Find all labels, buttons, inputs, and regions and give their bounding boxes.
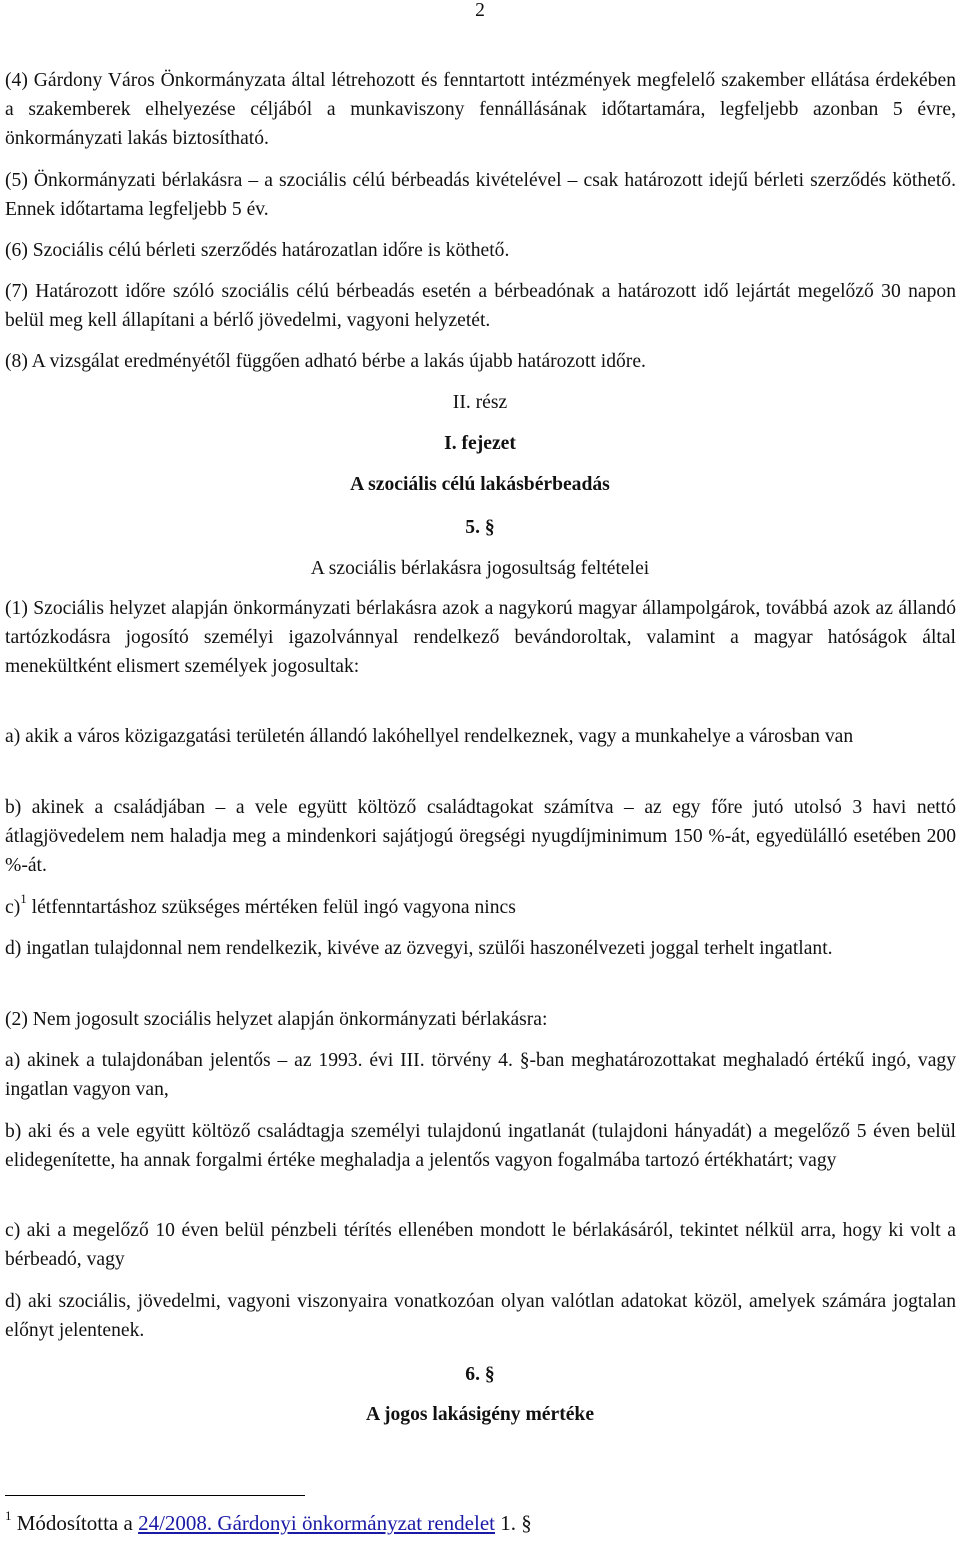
section-5-item-1c xyxy=(5,893,956,922)
section-5-heading: 5. § xyxy=(465,517,495,538)
section-5-title: A szociális bérlakásra jogosultság feltételei xyxy=(310,558,650,579)
section-5-item-1d: d) ingatlan tulajdonnal nem rendelkezik, kivéve az özvegyi, szülői haszonélvezeti joggal terhelt ingatlant. xyxy=(5,938,833,959)
section-5-paragraph-2: (2) Nem jogosult szociális helyzet alapján önkormányzati bérlakásra: xyxy=(5,1009,548,1030)
footnote-text-after: 1. § xyxy=(494,1511,532,1535)
part-heading: II. rész xyxy=(452,392,508,413)
section-5-item-2b: b) aki és a vele együtt költöző családtagja személyi tulajdonú ingatlanát (tulajdoni hányadát) a megelőző 5 éven belül elidegenítette, ha annak forgalmi értéke meghaladja a jelentős vagyon fogalmába tartozó értékhatárt; vagy xyxy=(5,1121,956,1171)
paragraph-6: (6) Szociális célú bérleti szerződés határozatlan időre is köthető. xyxy=(5,240,510,261)
footnote-number: 1 xyxy=(5,1508,12,1523)
section-5-item-2c: c) aki a megelőző 10 éven belül pénzbeli térítés ellenében mondott le bérlakásáról, tekintet nélkül arra, hogy ki volt a bérbeadó, vagy xyxy=(5,1220,956,1270)
paragraph-7: (7) Határozott időre szóló szociális célú bérbeadás esetén a bérbeadónak a határozott idő lejártát megelőző 30 napon belül meg kell állapítani a bérlő jövedelmi, vagyoni helyzetét. xyxy=(5,281,956,331)
section-5-paragraph-1: (1) Szociális helyzet alapján önkormányzati bérlakásra azok a nagykorú magyar állampolgárok, továbbá azok az állandó tartózkodásra jogosító személyi igazolvánnyal rendelkező bevándoroltak, valamint a magyar hatóságok által menekültként elismert személyek jogosultak: xyxy=(5,598,956,677)
chapter-heading: I. fejezet xyxy=(444,433,516,454)
section-6-title: A jogos lakásigény mértéke xyxy=(365,1404,595,1425)
footnote-text-before: Módosította a xyxy=(11,1511,139,1535)
section-5-item-2d: d) aki szociális, jövedelmi, vagyoni viszonyaira vonatkozóan olyan valótlan adatokat közöl, amelyek számára jogtalan előnyt jelentenek. xyxy=(5,1291,956,1341)
paragraph-8: (8) A vizsgálat eredményétől függően adható bérbe a lakás újabb határozott időre. xyxy=(5,351,646,372)
footnote-link[interactable]: 24/2008. Gárdonyi önkormányzat rendelet xyxy=(138,1511,495,1535)
section-6-heading: 6. § xyxy=(465,1364,495,1385)
item-1c-text: létfenntartáshoz szükséges mértéken felül ingó vagyona nincs xyxy=(26,897,516,918)
footnote-separator xyxy=(5,1495,305,1496)
item-1c-prefix: c) xyxy=(5,897,21,918)
section-5-item-2a: a) akinek a tulajdonában jelentős – az 1993. évi III. törvény 4. §-ban meghatározottakat meghaladó értékű ingó, vagy ingatlan vagyon van, xyxy=(5,1050,956,1100)
section-5-item-1a: a) akik a város közigazgatási területén állandó lakóhellyel rendelkeznek, vagy a munkahelye a városban van xyxy=(5,726,854,747)
section-5-item-1b: b) akinek a családjában – a vele együtt költöző családtagokat számítva – az egy főre jutó utolsó 3 havi nettó átlagjövedelem nem haladja meg a mindenkori sajátjogú öregségi nyugdíjminimum 150 %-át, egyedülálló esetében 200 %-át. xyxy=(5,797,956,876)
page-number: 2 xyxy=(475,0,485,21)
footnote-reference[interactable]: 1 xyxy=(20,891,27,906)
paragraph-4: (4) Gárdony Város Önkormányzata által létrehozott és fenntartott intézmények megfelelő szakember ellátása érdekében a szakemberek elhelyezése céljából a munkaviszony fennállásának időtartamára, legfeljebb azonban 5 évre, önkormányzati lakás biztosítható. xyxy=(5,70,956,149)
footnote xyxy=(5,1508,532,1538)
chapter-title: A szociális célú lakásbérbeadás xyxy=(350,474,610,495)
paragraph-5: (5) Önkormányzati bérlakásra – a szociális célú bérbeadás kivételével – csak határozott idejű bérleti szerződés köthető. Ennek időtartama legfeljebb 5 év. xyxy=(5,170,956,220)
